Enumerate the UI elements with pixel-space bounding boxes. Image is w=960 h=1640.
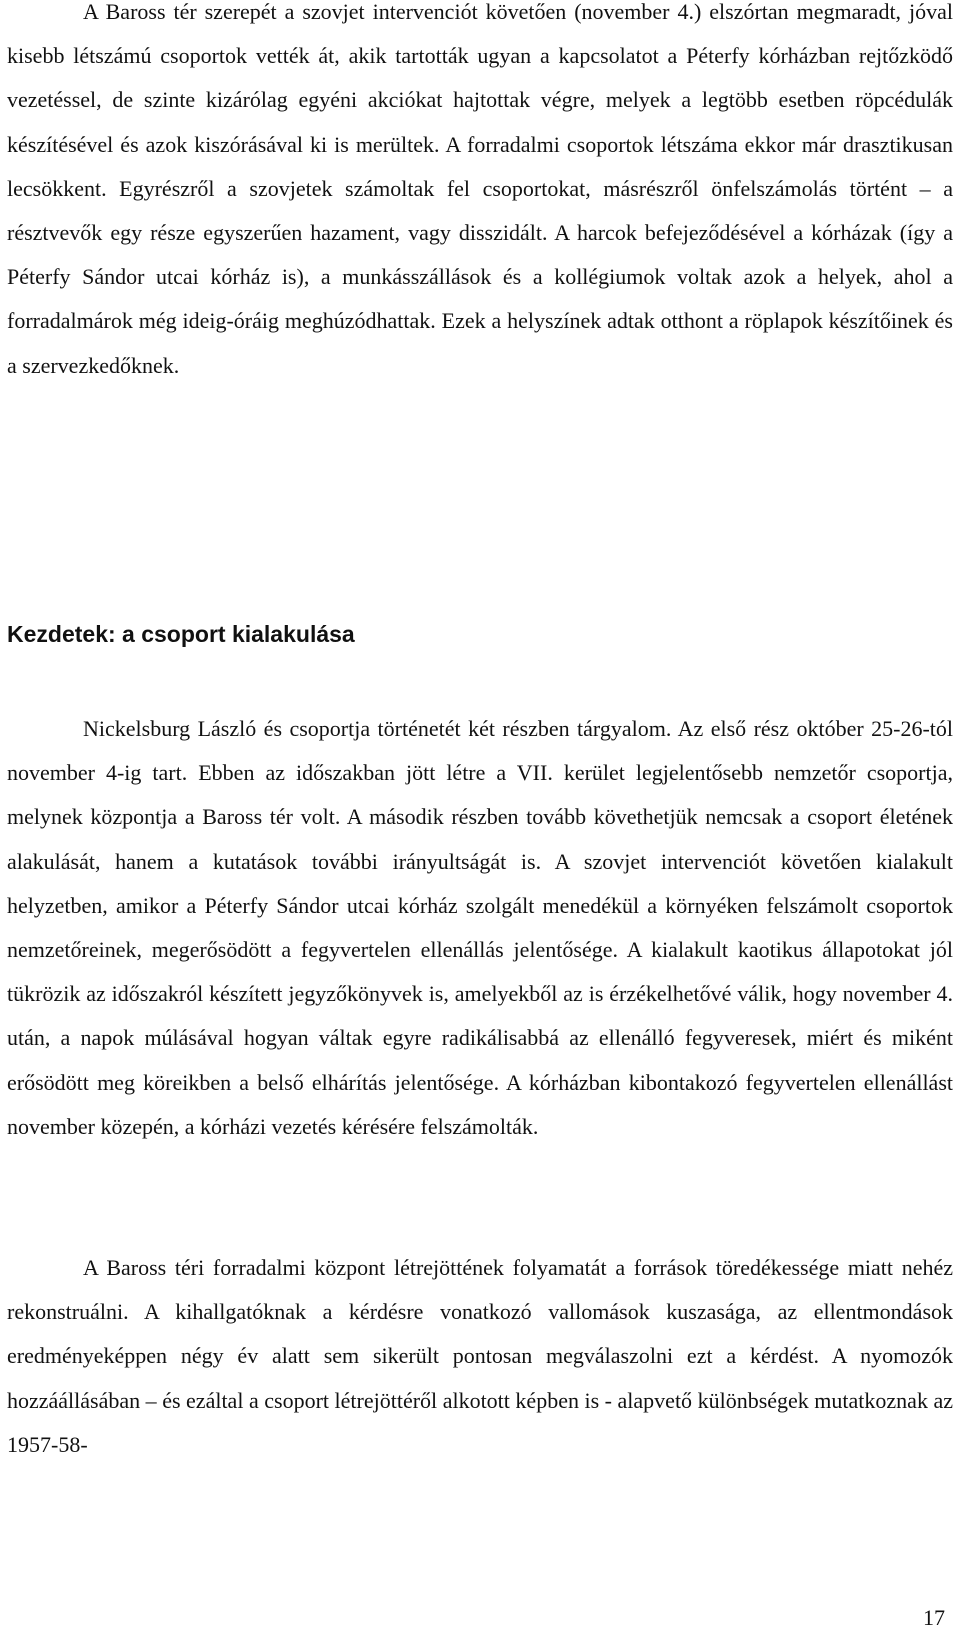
- page-number: 17: [923, 1605, 945, 1630]
- section-heading: Kezdetek: a csoport kialakulása: [7, 621, 355, 647]
- paragraph-forradalmi-kozpont: A Baross téri forradalmi központ létrejöttének folyamatát a források töredékessége miatt nehéz rekonstruálni. A kihallgatóknak a kérdésre vonatkozó vallomások kuszasága, az ellentmondások eredményeképpen négy év alatt sem sikerült pontosan megválaszolni ezt a kérdést. A nyomozók hozzáállásában – és ezáltal a csoport létrejöttéről alkotott képben is - alapvető különbségek mutatkoznak az 1957-58-: [7, 1255, 953, 1457]
- document-page: [7, 0, 953, 1640]
- paragraph-nickelsburg: Nickelsburg László és csoportja történetét két részben tárgyalom. Az első rész október 25-26-tól november 4-ig tart. Ebben az időszakban jött létre a VII. kerület legjelentősebb nemzetőr csoportja, melynek központja a Baross tér volt. A második részben tovább követhetjük nemcsak a csoport életének alakulását, hanem a kutatások további irányultságát is. A szovjet intervenciót követően kialakult helyzetben, amikor a Péterfy Sándor utcai kórház szolgált menedékül a környéken felszámolt csoportok nemzetőreinek, megerősödött a fegyvertelen ellenállás jelentősége. A kialakult kaotikus állapotokat jól tükrözik az időszakról készített jegyzőkönyvek is, amelyekből az is érzékelhetővé válik, hogy november 4. után, a napok múlásával hogyan váltak egyre radikálisabbá az ellenálló fegyveresek, miért és miként erősödött meg köreikben a belső elhárítás jelentősége. A kórházban kibontakozó fegyvertelen ellenállást november közepén, a kórházi vezetés kérésére felszámolták.: [7, 716, 953, 1139]
- paragraph-baross-ter: A Baross tér szerepét a szovjet intervenciót követően (november 4.) elszórtan megmaradt, jóval kisebb létszámú csoportok vették át, akik tartották ugyan a kapcsolatot a Péterfy kórházban rejtőzködő vezetéssel, de szinte kizárólag egyéni akciókat hajtottak végre, melyek a legtöbb esetben röpcédulák készítésével és azok kiszórásával ki is merültek. A forradalmi csoportok létszáma ekkor már drasztikusan lecsökkent. Egyrészről a szovjetek számoltak fel csoportokat, másrészről önfelszámolás történt – a résztvevők egy része egyszerűen hazament, vagy disszidált. A harcok befejeződésével a kórházak (így a Péterfy Sándor utcai kórház is), a munkásszállások és a kollégiumok voltak azok a helyek, ahol a forradalmárok még ideig-óráig meghúzódhattak. Ezek a helyszínek adtak otthont a röplapok készítőinek és a szervezkedőknek.: [7, 0, 953, 378]
